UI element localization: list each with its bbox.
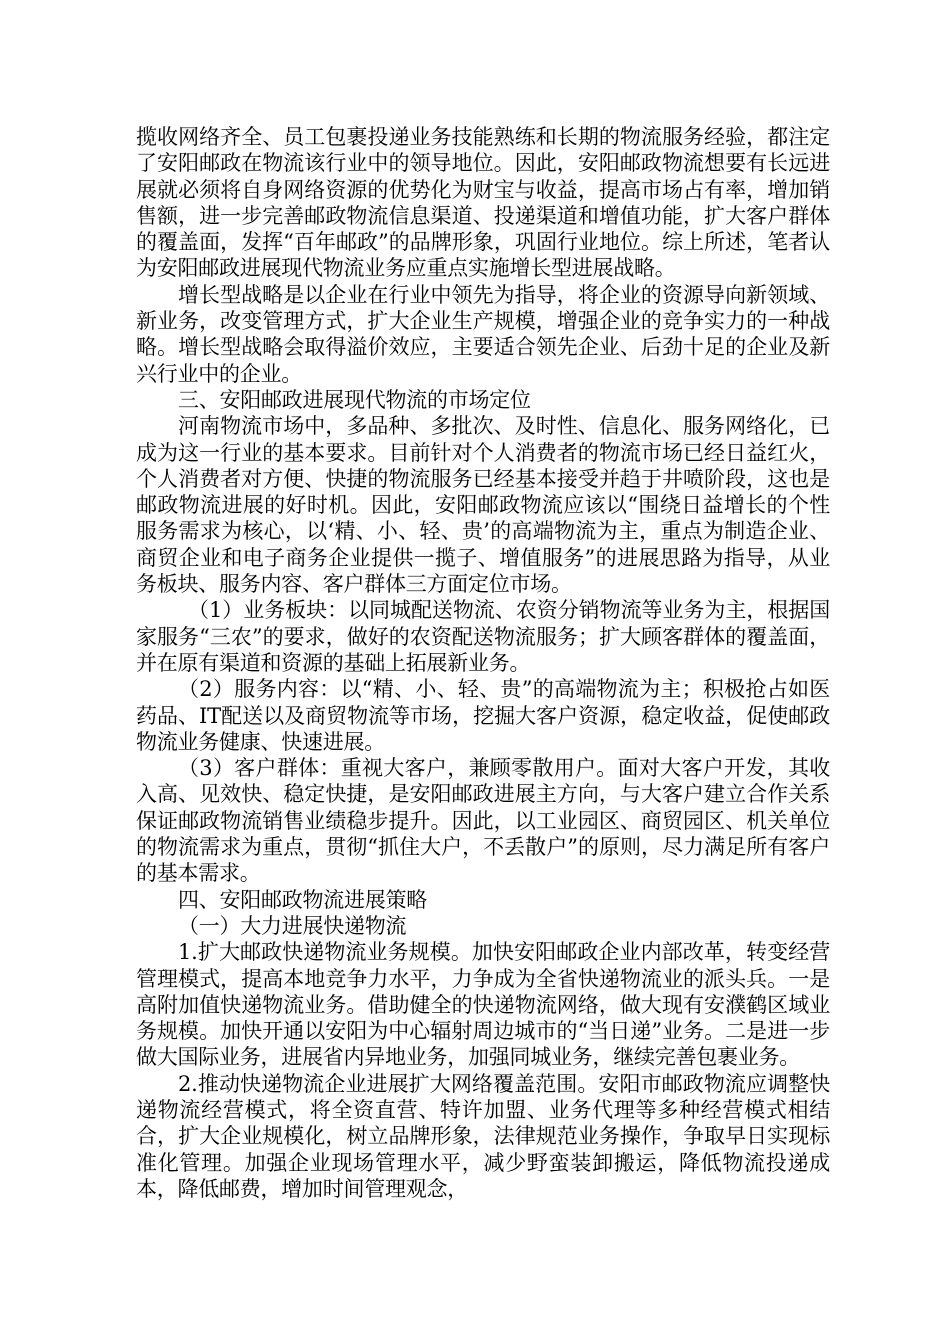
subsection-heading-express: （一）大力进展快递物流 xyxy=(178,913,407,938)
list-item-service-content: （2）服务内容：以“精、小、轻、贵”的高端物流为主；积极抢占如医药品、IT配送以及商贸物流等市场，挖掘大客户资源，稳定收益，促使邮政物流业务健康、快速进展。 xyxy=(136,677,830,754)
paragraph-expand-express-scale: 1.扩大邮政快递物流业务规模。加快安阳邮政企业内部改革，转变经营管理模式，提高本地竞争力水平，力争成为全省快递物流业的派头兵。一是高附加值快递物流业务。借助健全的快递物流网络，做大现有安濮鹤区域业务规模。加快开通以安阳为中心辐射周边城市的“当日递”业务。二是进一步做大国际业务，进展省内异地业务，加强同城业务，继续完善包裹业务。 xyxy=(136,940,830,1070)
list-item-business-segment: （1）业务板块：以同城配送物流、农资分销物流等业务为主，根据国家服务“三农”的要求，做好的农资配送物流服务；扩大顾客群体的覆盖面，并在原有渠道和资源的基础上拓展新业务。 xyxy=(136,598,830,675)
paragraph-henan-market: 河南物流市场中，多品种、多批次、及时性、信息化、服务网络化，已成为这一行业的基本要求。目前针对个人消费者的物流市场已经日益红火，个人消费者对方便、快捷的物流服务已经基本接受并趋于井喷阶段，这也是邮政物流进展的好时机。因此，安阳邮政物流应该以“围绕日益增长的个性服务需求为核心，以‘精、小、轻、贵’的高端物流为主，重点为制造企业、商贸企业和电子商务企业提供一揽子、增值服务”的进展思路为指导，从业务板块、服务内容、客户群体三方面定位市场。 xyxy=(136,414,830,597)
section-heading-market-positioning: 三、安阳邮政进展现代物流的市场定位 xyxy=(178,387,531,412)
paragraph-intro-continuation: 揽收网络齐全、员工包裹投递业务技能熟练和长期的物流服务经验，都注定了安阳邮政在物流该行业中的领导地位。因此，安阳邮政物流想要有长远进展就必须将自身网络资源的优势化为财宝与收益，提高市场占有率，增加销售额，进一步完善邮政物流信息渠道、投递渠道和增值功能，扩大客户群体的覆盖面，发挥“百年邮政”的品牌形象，巩固行业地位。综上所述，笔者认为安阳邮政进展现代物流业务应重点实施增长型进展战略。 xyxy=(136,125,830,281)
paragraph-network-coverage: 2.推动快递物流企业进展扩大网络覆盖范围。安阳市邮政物流应调整快递物流经营模式，将全资直营、特许加盟、业务代理等多种经营模式相结合，扩大企业规模化，树立品牌形象，法律规范业务操作，争取早日实现标准化管理。加强企业现场管理水平，减少野蛮装卸搬运，降低物流投递成本，降低邮费，增加时间管理观念， xyxy=(136,1071,830,1201)
paragraph-growth-strategy: 增长型战略是以企业在行业中领先为指导，将企业的资源导向新领域、新业务，改变管理方式，扩大企业生产规模，增强企业的竞争实力的一种战略。增长型战略会取得溢价效应，主要适合领先企业、后劲十足的企业及新兴行业中的企业。 xyxy=(136,282,830,386)
list-item-customer-group: （3）客户群体：重视大客户，兼顾零散用户。面对大客户开发，其收入高、见效快、稳定快捷，是安阳邮政进展主方向，与大客户建立合作关系保证邮政物流销售业绩稳步提升。因此，以工业园区、商贸园区、机关单位的物流需求为重点，贯彻“抓住大户，不丢散户”的原则，尽力满足所有客户的基本需求。 xyxy=(136,756,830,886)
section-heading-strategy: 四、安阳邮政物流进展策略 xyxy=(178,887,427,912)
